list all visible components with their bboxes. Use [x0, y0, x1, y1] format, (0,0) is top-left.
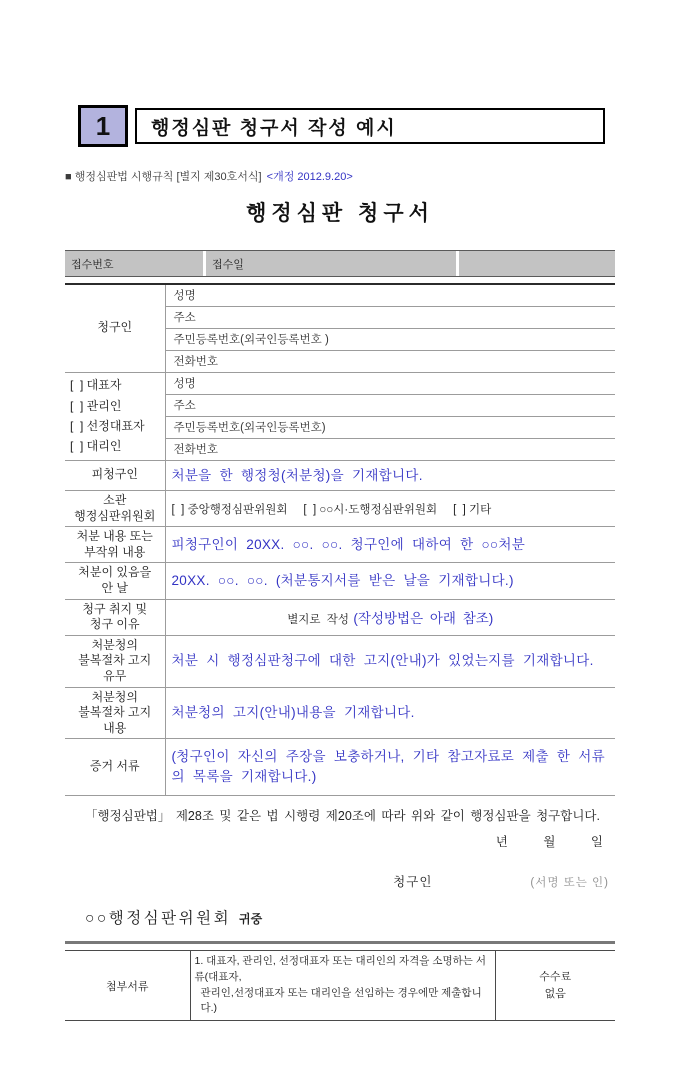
date-line [65, 832, 615, 850]
notice-presence-label-line: 처분청의 [91, 637, 138, 652]
receipt-number-cell: 접수번호 [65, 251, 203, 276]
respondent-label: 피청구인 [65, 460, 165, 491]
table-row [65, 527, 615, 563]
table-row [65, 635, 615, 687]
attachment-content-line: 1. 대표자, 관리인, 선정대표자 또는 대리인의 자격을 소명하는 서류(대표자, [194, 955, 487, 983]
attachment-content [190, 951, 495, 1021]
checkbox-option-agent: [ ] 대리인 [70, 439, 122, 454]
notice-presence-value: 처분 시 행정심판청구에 대한 고지(안내)가 있었는지를 기재합니다. [165, 635, 615, 687]
disposition-label [65, 527, 165, 563]
table-row [65, 951, 615, 1021]
fee-label: 수수료 [539, 971, 572, 983]
committee-label [65, 491, 165, 527]
addressee-name: ○○행정심판위원회 [85, 910, 232, 927]
committee-options: [ ] 중앙행정심판위원회 [ ] ○○시·도행정심판위원회 [ ] 기타 [165, 491, 615, 527]
purpose-value-note: (작성방법은 아래 참조) [353, 610, 494, 626]
receipt-empty-cell [459, 251, 615, 276]
table-row [65, 599, 615, 635]
purpose-value-plain: 별지로 작성 [287, 613, 349, 626]
claimant-address-field: 주소 [165, 306, 615, 328]
section-header [78, 105, 605, 147]
section-title: 행정심판 청구서 작성 예시 [135, 108, 605, 144]
signature-line [65, 872, 615, 890]
claimant-name-field: 성명 [165, 284, 615, 306]
appeal-form-table [65, 283, 615, 796]
purpose-label-line: 청구 취지 및 [82, 601, 148, 616]
disposition-label-line: 처분 내용 또는 [76, 529, 153, 544]
addressee-line [65, 906, 615, 928]
evidence-value: (청구인이 자신의 주장을 보충하거나, 기타 참고자료로 제출 한 서류의 목록을 기재합니다.) [165, 739, 615, 795]
document-title: 행정심판 청구서 [246, 202, 434, 225]
table-row [65, 284, 615, 306]
addressee-suffix: 귀중 [239, 912, 263, 926]
attachment-content-line: 관리인,선정대표자 또는 대리인을 선임하는 경우에만 제출합니다.) [200, 986, 482, 1015]
signature-note: (서명 또는 인) [530, 877, 609, 889]
table-row [65, 491, 615, 527]
notice-presence-label [65, 635, 165, 687]
declaration-text: 「행정심판법」 제28조 및 같은 법 시행령 제20조에 따라 위와 같이 행정심판을 청구합니다. [85, 808, 600, 823]
committee-label-line: 행정심판위원회 [74, 508, 156, 523]
table-row [65, 739, 615, 795]
signer-label: 청구인 [393, 875, 433, 889]
known-date-label-line: 안 날 [101, 581, 129, 596]
checkbox-option-manager: [ ] 관리인 [70, 398, 122, 413]
known-date-value: 20XX. ○○. ○○. (처분통지서를 받은 날을 기재합니다.) [165, 563, 615, 599]
notice-content-value: 처분청의 고지(안내)내용을 기재합니다. [165, 687, 615, 739]
notice-presence-label-line: 불복절차 고지 [78, 653, 152, 668]
checkbox-option-selected-representative: [ ] 선정대표자 [70, 419, 145, 433]
claimant-phone-field: 전화번호 [165, 350, 615, 372]
month-label: 월 [543, 835, 556, 849]
table-row [65, 460, 615, 491]
document-page [0, 105, 680, 1067]
day-label: 일 [590, 835, 603, 849]
fee-value: 없음 [544, 987, 566, 1000]
notice-content-label-line: 내용 [103, 720, 127, 735]
checkbox-option-representative: [ ] 대표자 [70, 378, 122, 393]
notice-content-label-line: 처분청의 [91, 689, 138, 704]
purpose-label-line: 청구 이유 [89, 617, 140, 632]
respondent-value: 처분을 한 행정청(처분청)을 기재합니다. [165, 460, 615, 491]
notice-content-label-line: 불복절차 고지 [78, 705, 152, 720]
section-divider [65, 941, 615, 944]
table-row [65, 372, 615, 394]
revision-note-text: <개정 2012.9.20> [266, 171, 353, 183]
claimant-label: 청구인 [65, 284, 165, 372]
representative-phone-field: 전화번호 [165, 438, 615, 460]
representative-name-field: 성명 [165, 372, 615, 394]
known-date-label-line: 처분이 있음을 [78, 565, 152, 580]
committee-label-line: 소관 [103, 493, 127, 508]
regulation-note [65, 168, 615, 184]
year-label: 년 [495, 835, 508, 849]
attachment-table [65, 950, 615, 1021]
receipt-bar [65, 250, 615, 277]
purpose-label [65, 599, 165, 635]
representative-address-field: 주소 [165, 394, 615, 416]
claimant-regno-field: 주민등록번호(외국인등록번호 ) [165, 328, 615, 350]
disposition-value: 피청구인이 20XX. ○○. ○○. 청구인에 대하여 한 ○○처분 [165, 527, 615, 563]
disposition-label-line: 부작위 내용 [84, 544, 146, 559]
fee-cell [495, 951, 615, 1021]
purpose-value [165, 599, 615, 635]
regulation-note-text: ■ 행정심판법 시행규칙 [별지 제30호서식] [65, 171, 262, 183]
notice-presence-label-line: 유무 [103, 669, 127, 683]
attachment-label: 첨부서류 [65, 951, 190, 1021]
known-date-label [65, 563, 165, 599]
table-row [65, 563, 615, 599]
table-row [65, 687, 615, 739]
representative-regno-field: 주민등록번호(외국인등록번호) [165, 416, 615, 438]
representative-options [65, 372, 165, 460]
receipt-date-cell: 접수일 [206, 251, 456, 276]
evidence-label: 증거 서류 [65, 739, 165, 795]
notice-content-label [65, 687, 165, 739]
section-number-badge: 1 [78, 105, 128, 147]
